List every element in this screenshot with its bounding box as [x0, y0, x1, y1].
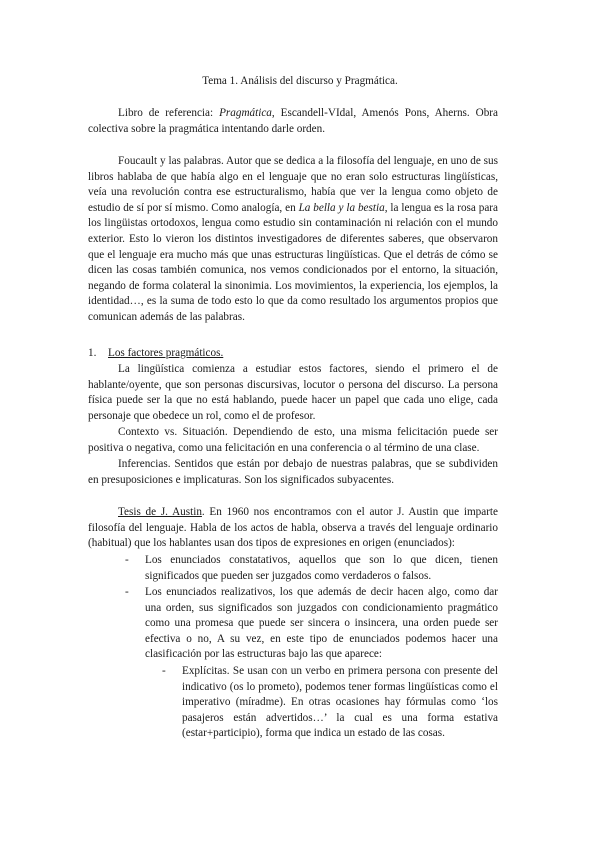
austin-heading: Tesis de J. Austin [118, 506, 202, 518]
dash-bullet: - [162, 665, 166, 677]
reference-lead: Libro de referencia: [118, 107, 220, 119]
reference-book-title: Pragmática [219, 107, 272, 119]
section-paragraph-1: La lingüística comienza a estudiar estos factores, siendo el primero el de hablante/oyente, que son personas discursivas, locutor o persona del discurso. La persona física puede ser la que no está hablando, puede hacer un papel que cada uno elige, cada personaje que obedece un rol, como el de profesor. [88, 363, 498, 422]
foucault-paragraph [88, 154, 498, 326]
list-item: - Los enunciados realizativos, los que además de decir hacen algo, como dar una orden, sus significados son juzgados con condicionamiento pragmático como una promesa que puede ser sincera o insincera, una orden puede ser efectiva o no, A su vez, en este tipo de enunciados podemos hacer una clasificación por las estructuras bajo las que aparece: [125, 586, 498, 661]
document-title: Tema 1. Análisis del discurso y Pragmática. [202, 75, 398, 87]
dash-bullet: - [125, 586, 129, 598]
reference-paragraph [88, 106, 498, 137]
foucault-text-2: , la lengua es la rosa para los lingüistas ortodoxos, lengua como estudio sin contaminación ni relación con el mundo exterior. Esto lo vieron los distintos investigadores de diferentes saberes, que observaron que el lenguaje era mucho más que unas estructuras lingüísticas. Que el detrás de cómo se dicen las cosas también comunica, nos vemos condicionados por el entorno, la situación, negando de forma colateral la sinonimia. Los movimientos, la experiencia, los ejemplos, la identidad…, es la suma de todo esto lo que da como resultado los argumentos propios que comunican además de las palabras. [88, 201, 499, 323]
list-item: - Los enunciados constatativos, aquellos que son lo que dicen, tienen significados que pueden ser juzgados como verdaderos o falsos. [125, 554, 498, 582]
dash-bullet: - [125, 554, 129, 566]
section-number: 1. [88, 347, 97, 359]
section-paragraph-3: Inferencias. Sentidos que están por debajo de nuestras palabras, que se subdividen en presuposiciones e implicaturas. Son los significados subyacentes. [88, 458, 498, 486]
austin-text: . En 1960 nos encontramos con el autor J. Austin que imparte filosofía del lenguaje. Habla de los actos de habla, observa a través del lenguaje ordinario (habitual) que los hablantes usan dos tipos de expresiones en origen (enunciados): [88, 506, 498, 550]
reference-rest: , Escandell-VIdal, Amenós Pons, Aherns. Obra colectiva sobre la pragmática intentando darle orden. [88, 107, 498, 135]
section-heading [88, 346, 223, 362]
foucault-italic-title: La bella y la bestia [298, 201, 385, 214]
foucault-text-1: Foucault y las palabras. Autor que se dedica a la filosofía del lenguaje, en uno de sus libros hablaba de que había algo en el lenguaje que no eran solo estructuras lingüísticas, veía una revolución contra ese estructuralismo, había que ver la lengua como objeto de estudio de sí por sí mismo. Como analogía, en [88, 155, 498, 214]
section-paragraph-2: Contexto vs. Situación. Dependiendo de esto, una misma felicitación puede ser positiva o negativa, como una felicitación en una conferencia o al término de una clase. [88, 426, 498, 454]
sub-list-item: - Explícitas. Se usan con un verbo en primera persona con presente del indicativo (os lo prometo), podemos tener formas lingüísticas como el imperativo (míradme). En otras ocasiones hay fórmulas como ‘los pasajeros están advertidos…’ la cual es una forma estativa (estar+participio), forma que indica un estado de las cosas. [162, 665, 498, 740]
austin-paragraph [88, 505, 498, 552]
section-heading-text: Los factores pragmáticos. [108, 347, 224, 359]
